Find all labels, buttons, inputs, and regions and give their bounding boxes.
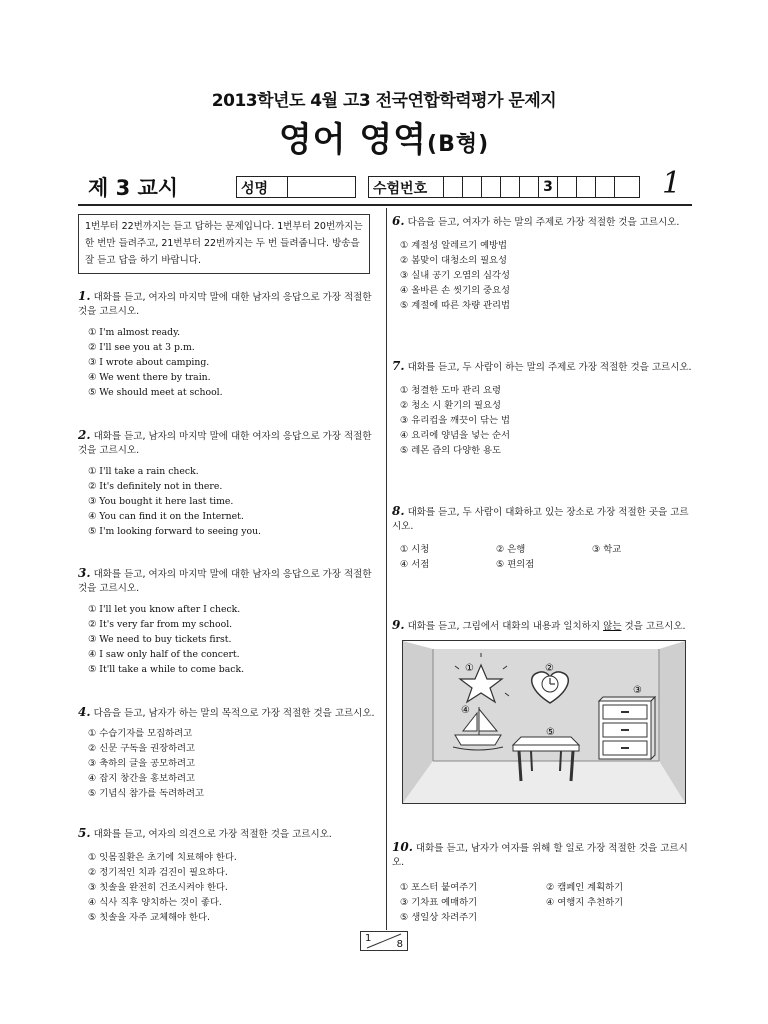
option-1[interactable]: ① I'm almost ready. [88,327,181,338]
question-1 [78,289,378,319]
option-2[interactable]: ② 신문 구독을 권장하려고 [88,743,196,754]
option-2[interactable]: ② 정기적인 치과 검진이 필요하다. [88,867,228,878]
period-label: 제 3 교시 [88,176,179,200]
exam-number-cell[interactable] [501,177,520,197]
question-4 [78,705,378,721]
option-1[interactable]: ① I'll take a rain check. [88,466,199,477]
option-4[interactable]: ④ 요리에 양념을 넣는 순서 [400,430,510,441]
option-5[interactable]: ⑤ 칫솔을 자주 교체해야 한다. [88,912,210,923]
option-3[interactable]: ③ 축하의 글을 공모하려고 [88,758,196,769]
option-1[interactable]: ① 포스터 붙여주기 [400,882,478,893]
question-2 [78,428,378,458]
exam-subtitle: 2013학년도 4월 고3 전국연합학력평가 문제지 [211,91,557,111]
figure-label-2: ② [545,663,554,674]
room-scene [403,641,685,803]
option-5[interactable]: ⑤ We should meet at school. [88,387,223,398]
question-8 [392,504,692,534]
figure-label-3: ③ [633,685,642,696]
question-number: 3. [78,566,91,580]
exam-number-cell[interactable] [577,177,596,197]
question-text: 다음을 듣고, 여자가 하는 말의 주제로 가장 적절한 것을 고르시오. [407,217,680,228]
question-text: 대화를 듣고, 두 사람이 하는 말의 주제로 가장 적절한 것을 고르시오. [407,362,692,373]
figure-label-5: ⑤ [546,727,555,738]
floor [403,761,685,803]
question-emphasis: 않는 [603,621,622,632]
option-4[interactable]: ④ 잡지 창간을 홍보하려고 [88,773,196,784]
question-text: 대화를 듣고, 두 사람이 대화하고 있는 장소로 가장 적절한 곳을 고르시오. [392,507,689,532]
option-1[interactable]: ① 수습기자를 모집하려고 [88,728,193,739]
name-label: 성명 [241,181,269,197]
option-4[interactable]: ④ You can find it on the Internet. [88,511,244,522]
option-1[interactable]: ① 시청 [400,544,430,555]
option-4[interactable]: ④ 올바른 손 씻기의 중요성 [400,285,510,296]
question-number: 2. [78,428,91,442]
exam-number-cell[interactable] [444,177,463,197]
option-3[interactable]: ③ You bought it here last time. [88,496,234,507]
option-1[interactable]: ① 잇몸질환은 초기에 치료해야 한다. [88,852,237,863]
exam-title-main: 영어 영역 [278,120,428,160]
exam-number-label: 수험번호 [373,181,428,197]
page-current: 1 [365,933,372,944]
option-2[interactable]: ② 봄맞이 대청소의 필요성 [400,255,508,266]
option-2[interactable]: ② It's very far from my school. [88,619,233,630]
question-number: 1. [78,289,91,303]
question-number: 6. [392,214,405,228]
option-5[interactable]: ⑤ 편의점 [496,559,535,570]
name-box [236,176,356,198]
question-10 [392,840,692,870]
option-1[interactable]: ① 청결한 도마 관리 요령 [400,385,501,396]
question-number: 10. [392,840,413,854]
exam-number-cell[interactable] [615,177,633,197]
exam-number-cell[interactable] [596,177,615,197]
option-4[interactable]: ④ 서점 [400,559,430,570]
option-2[interactable]: ② 은행 [496,544,526,555]
question-number: 7. [392,359,405,373]
option-5[interactable]: ⑤ 생일상 차려주기 [400,912,478,923]
option-4[interactable]: ④ 여행지 추천하기 [546,897,624,908]
dresser-icon [599,697,655,759]
question-6 [392,214,692,230]
option-4[interactable]: ④ 식사 직후 양치하는 것이 좋다. [88,897,222,908]
figure-label-4: ④ [461,705,470,716]
room-illustration [402,640,686,804]
question-text: 대화를 듣고, 여자의 마지막 말에 대한 남자의 응답으로 가장 적절한 것을 고르시오. [78,292,372,317]
option-2[interactable]: ② It's definitely not in there. [88,481,223,492]
question-number: 4. [78,705,91,719]
figure-label-1: ① [465,663,474,674]
option-3[interactable]: ③ 칫솔을 완전히 건조시켜야 한다. [88,882,228,893]
exam-number-cell[interactable] [520,177,539,197]
option-5[interactable]: ⑤ 계절에 따른 차량 관리법 [400,300,510,311]
question-7 [392,359,692,375]
question-text: 대화를 듣고, 여자의 의견으로 가장 적절한 것을 고르시오. [93,829,332,840]
page-indicator [360,931,408,951]
option-2[interactable]: ② 청소 시 환기의 필요성 [400,400,501,411]
question-3 [78,566,378,596]
column-divider [386,208,387,930]
option-5[interactable]: ⑤ I'm looking forward to seeing you. [88,526,262,537]
question-5 [78,826,378,842]
option-1[interactable]: ① I'll let you know after I check. [88,604,241,615]
question-text: 다음을 듣고, 남자가 하는 말의 목적으로 가장 적절한 것을 고르시오. [93,708,375,719]
option-5[interactable]: ⑤ 레몬 즙의 다양한 용도 [400,445,501,456]
name-field[interactable] [288,177,354,197]
option-5[interactable]: ⑤ It'll take a while to come back. [88,664,245,675]
option-2[interactable]: ② 캠페인 계획하기 [546,882,624,893]
page-number: 1 [662,166,682,201]
question-number: 9. [392,618,405,632]
question-9 [392,618,692,634]
option-3[interactable]: ③ I wrote about camping. [88,357,210,368]
option-3[interactable]: ③ We need to buy tickets first. [88,634,232,645]
exam-number-cell[interactable] [463,177,482,197]
listening-notice: 1번부터 22번까지는 듣고 답하는 문제입니다. 1번부터 20번까지는 한 번만 들려주고, 21번부터 22번까지는 두 번 들려줍니다. 방송을 잘 듣고 답을 하기 바랍니다. [78,214,370,274]
option-4[interactable]: ④ We went there by train. [88,372,211,383]
option-1[interactable]: ① 계절성 알레르기 예방법 [400,240,508,251]
option-3[interactable]: ③ 실내 공기 오염의 심각성 [400,270,510,281]
exam-number-cell[interactable] [482,177,501,197]
exam-number-prefix: 3 [539,177,558,197]
question-text: 대화를 듣고, 여자의 마지막 말에 대한 남자의 응답으로 가장 적절한 것을 고르시오. [78,569,372,594]
question-text: 대화를 듣고, 남자의 마지막 말에 대한 여자의 응답으로 가장 적절한 것을 고르시오. [78,431,372,456]
question-text-end: 것을 고르시오. [621,621,686,632]
exam-number-box [368,176,640,198]
question-text: 대화를 듣고, 그림에서 대화의 내용과 일치하지 [407,621,604,632]
option-3[interactable]: ③ 학교 [592,544,622,555]
header-rule [78,204,692,206]
option-4[interactable]: ④ I saw only half of the concert. [88,649,240,660]
question-text: 대화를 듣고, 남자가 여자를 위해 할 일로 가장 적절한 것을 고르시오. [392,843,688,868]
page-total: 8 [396,939,403,950]
option-3[interactable]: ③ 유리컵을 깨끗이 닦는 법 [400,415,510,426]
question-number: 5. [78,826,91,840]
exam-number-cell[interactable] [558,177,577,197]
option-3[interactable]: ③ 기차표 예매하기 [400,897,478,908]
option-5[interactable]: ⑤ 기념식 참가를 독려하려고 [88,788,204,799]
option-2[interactable]: ② I'll see you at 3 p.m. [88,342,195,353]
question-number: 8. [392,504,405,518]
exam-title-type: (B형) [427,132,490,157]
exam-title [0,112,768,161]
